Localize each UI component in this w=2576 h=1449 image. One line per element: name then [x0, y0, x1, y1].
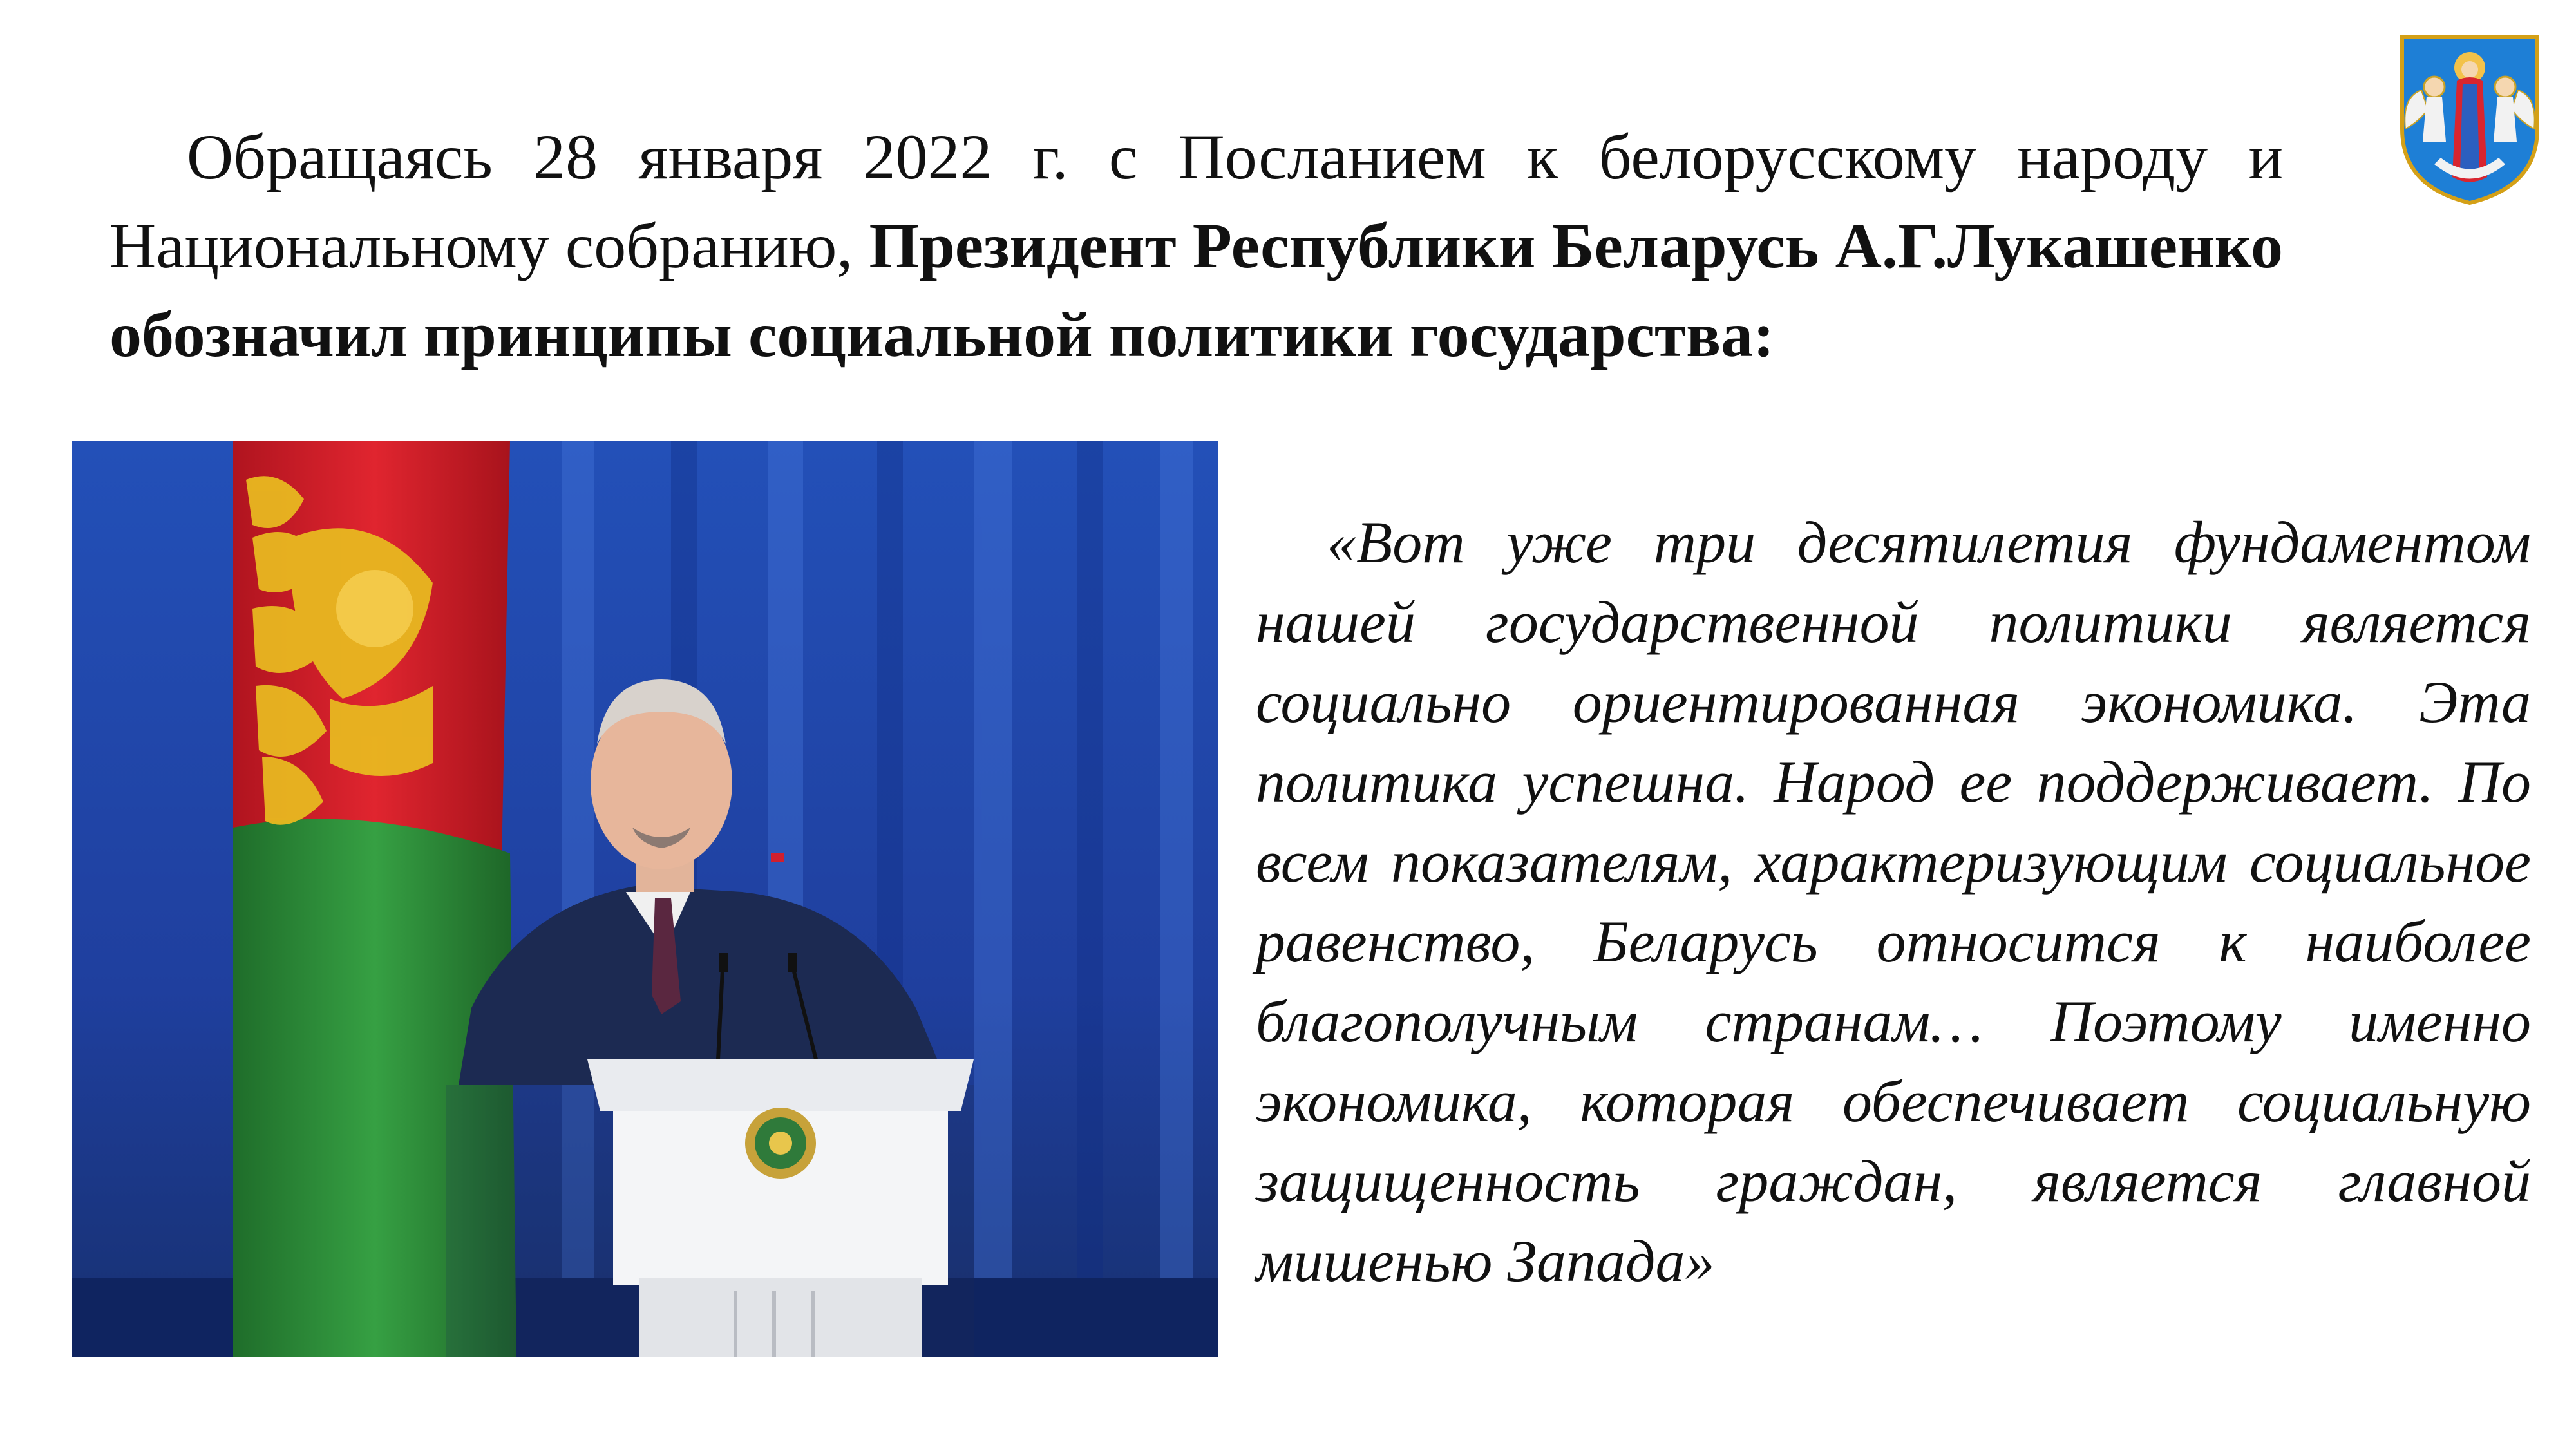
intro-paragraph: [109, 113, 2283, 379]
coat-of-arms-icon: [2396, 32, 2544, 206]
intro-plain-text: Обращаясь 28 января 2022 г. с Посланием к белорусскому народу и Национальному собранию,: [109, 121, 2283, 281]
quote-text: «Вот уже три десятилетия фундаментом нашей государственной политики является социально ориентированная экономика. Эта политика успешна. Народ ее поддерживает. По всем показателям, характеризующим социальное равенство, Беларусь относится к наиболее благополучным странам… Поэтому именно экономика, которая обеспечивает социальную защищенность граждан, является главной мишенью Запада»: [1256, 509, 2531, 1294]
speaker-photo: [72, 441, 1218, 1357]
quote-paragraph: [1256, 502, 2531, 1301]
intro-bold-text: Президент Республики Беларусь А.Г.Лукашенко обозначил принципы социальной политики государства:: [109, 210, 2284, 370]
